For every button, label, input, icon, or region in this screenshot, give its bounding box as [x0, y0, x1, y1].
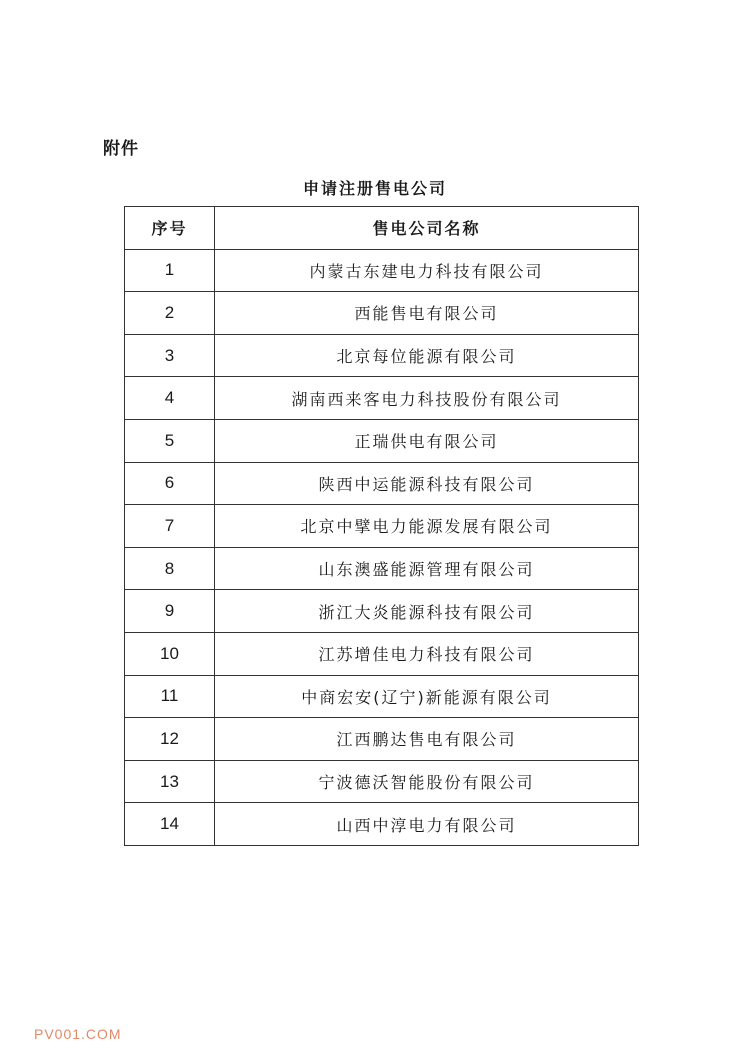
row-number: 7 [125, 505, 215, 548]
table-row [125, 462, 639, 505]
table-row [125, 505, 639, 548]
company-name: 江苏增佳电力科技有限公司 [215, 632, 639, 675]
attachment-label: 附件 [103, 139, 139, 159]
site-watermark: PV001.COM [34, 1026, 122, 1042]
table-row [125, 377, 639, 420]
table-body [125, 249, 639, 845]
row-number: 6 [125, 462, 215, 505]
company-name: 北京每位能源有限公司 [215, 334, 639, 377]
table-row [125, 803, 639, 846]
company-name: 湖南西来客电力科技股份有限公司 [215, 377, 639, 420]
row-number: 12 [125, 718, 215, 761]
table-row [125, 718, 639, 761]
company-name: 正瑞供电有限公司 [215, 419, 639, 462]
company-name: 山西中淳电力有限公司 [215, 803, 639, 846]
row-number: 5 [125, 419, 215, 462]
row-number: 8 [125, 547, 215, 590]
company-name: 江西鹏达售电有限公司 [215, 718, 639, 761]
table-row [125, 760, 639, 803]
row-number: 13 [125, 760, 215, 803]
header-serial-number: 序号 [125, 207, 215, 250]
table-row [125, 249, 639, 292]
row-number: 3 [125, 334, 215, 377]
row-number: 14 [125, 803, 215, 846]
table-row [125, 675, 639, 718]
row-number: 4 [125, 377, 215, 420]
table-header [125, 207, 639, 250]
header-company-name: 售电公司名称 [215, 207, 639, 250]
company-name: 山东澳盛能源管理有限公司 [215, 547, 639, 590]
header-row [125, 207, 639, 250]
row-number: 9 [125, 590, 215, 633]
company-table [124, 206, 639, 846]
company-name: 中商宏安(辽宁)新能源有限公司 [215, 675, 639, 718]
table-row [125, 590, 639, 633]
row-number: 11 [125, 675, 215, 718]
company-name: 浙江大炎能源科技有限公司 [215, 590, 639, 633]
document-title: 申请注册售电公司 [302, 179, 447, 198]
company-name: 西能售电有限公司 [215, 292, 639, 335]
row-number: 2 [125, 292, 215, 335]
row-number: 10 [125, 632, 215, 675]
company-name: 内蒙古东建电力科技有限公司 [215, 249, 639, 292]
company-name: 宁波德沃智能股份有限公司 [215, 760, 639, 803]
company-name: 陕西中运能源科技有限公司 [215, 462, 639, 505]
table-row [125, 334, 639, 377]
table-row [125, 547, 639, 590]
row-number: 1 [125, 249, 215, 292]
table-row [125, 419, 639, 462]
table-row [125, 292, 639, 335]
table-row [125, 632, 639, 675]
company-name: 北京中擘电力能源发展有限公司 [215, 505, 639, 548]
